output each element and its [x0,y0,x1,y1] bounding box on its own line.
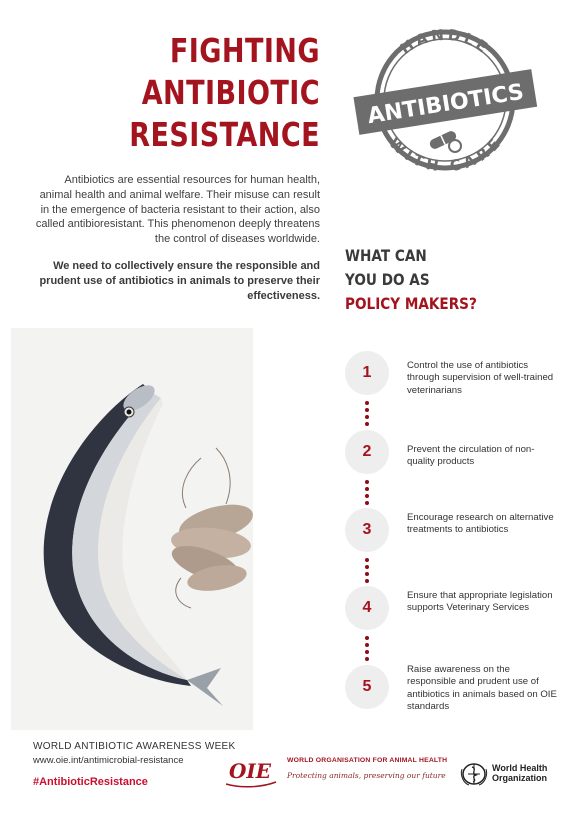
oie-logo-text: OIE [228,759,272,783]
tablet-icon [449,140,461,152]
awareness-week-label: WORLD ANTIBIOTIC AWARENESS WEEK [33,741,236,752]
step-text: Encourage research on alternative treatments to antibiotics [407,512,554,536]
stamp-band-text: ANTIBIOTICS [365,79,526,130]
who-name-line-1: World Health [492,763,548,773]
heading-line-3: POLICY MAKERS? [345,294,477,313]
handle-with-care-stamp [345,28,545,173]
intro-paragraph: Antibiotics are essential resources for human health, animal health and animal welfare. Their misuse can result in the emergence of bacteria resistant to their action, also called antibioresistant. This phenomenon deeply threatens the control of diseases worldwide. [35,174,320,246]
title-line-2: ANTIBIOTIC [141,73,320,112]
heading-line-1: WHAT CAN [345,246,427,265]
step-text: Prevent the circulation of non-quality products [407,444,535,468]
oie-name: WORLD ORGANISATION FOR ANIMAL HEALTH [287,757,448,764]
step-text: Ensure that appropriate legislation supports Veterinary Services [407,590,553,614]
svg-text:HANDLE [397,28,493,58]
stamp-bottom-text: WITH CARE [385,133,505,173]
step-number: 5 [345,665,389,709]
heading-line-2: YOU DO AS [345,270,430,289]
who-emblem-icon [459,761,489,787]
oie-logo [220,754,280,790]
oie-tagline: Protecting animals, preserving our future [287,771,446,780]
who-name-line-2: Organization [492,773,548,783]
step-connector [365,401,369,429]
title-line-1: FIGHTING [169,31,320,70]
step-number: 4 [345,586,389,630]
step-number: 3 [345,508,389,552]
section-heading [345,244,500,316]
who-name [492,763,547,783]
page-title [20,30,320,156]
website-link[interactable]: www.oie.int/antimicrobial-resistance [33,755,184,766]
step-number: 2 [345,430,389,474]
fish-and-shrimp-photo [11,328,253,730]
call-to-action-paragraph: We need to collectively ensure the responsible and prudent use of antibiotics in animals to preserve their effectiveness. [39,260,320,302]
step-connector [365,636,369,664]
step-connector [365,480,369,508]
step-number: 1 [345,351,389,395]
stamp-top-text: HANDLE [397,28,494,59]
step-text: Control the use of antibiotics through supervision of well-trained veterinarians [407,360,554,396]
step-text: Raise awareness on the responsible and prudent use of antibiotics in animals based on OIE standards [407,664,557,713]
hashtag[interactable]: #AntibioticResistance [33,776,148,788]
title-line-3: RESISTANCE [129,115,320,154]
step-connector [365,558,369,586]
